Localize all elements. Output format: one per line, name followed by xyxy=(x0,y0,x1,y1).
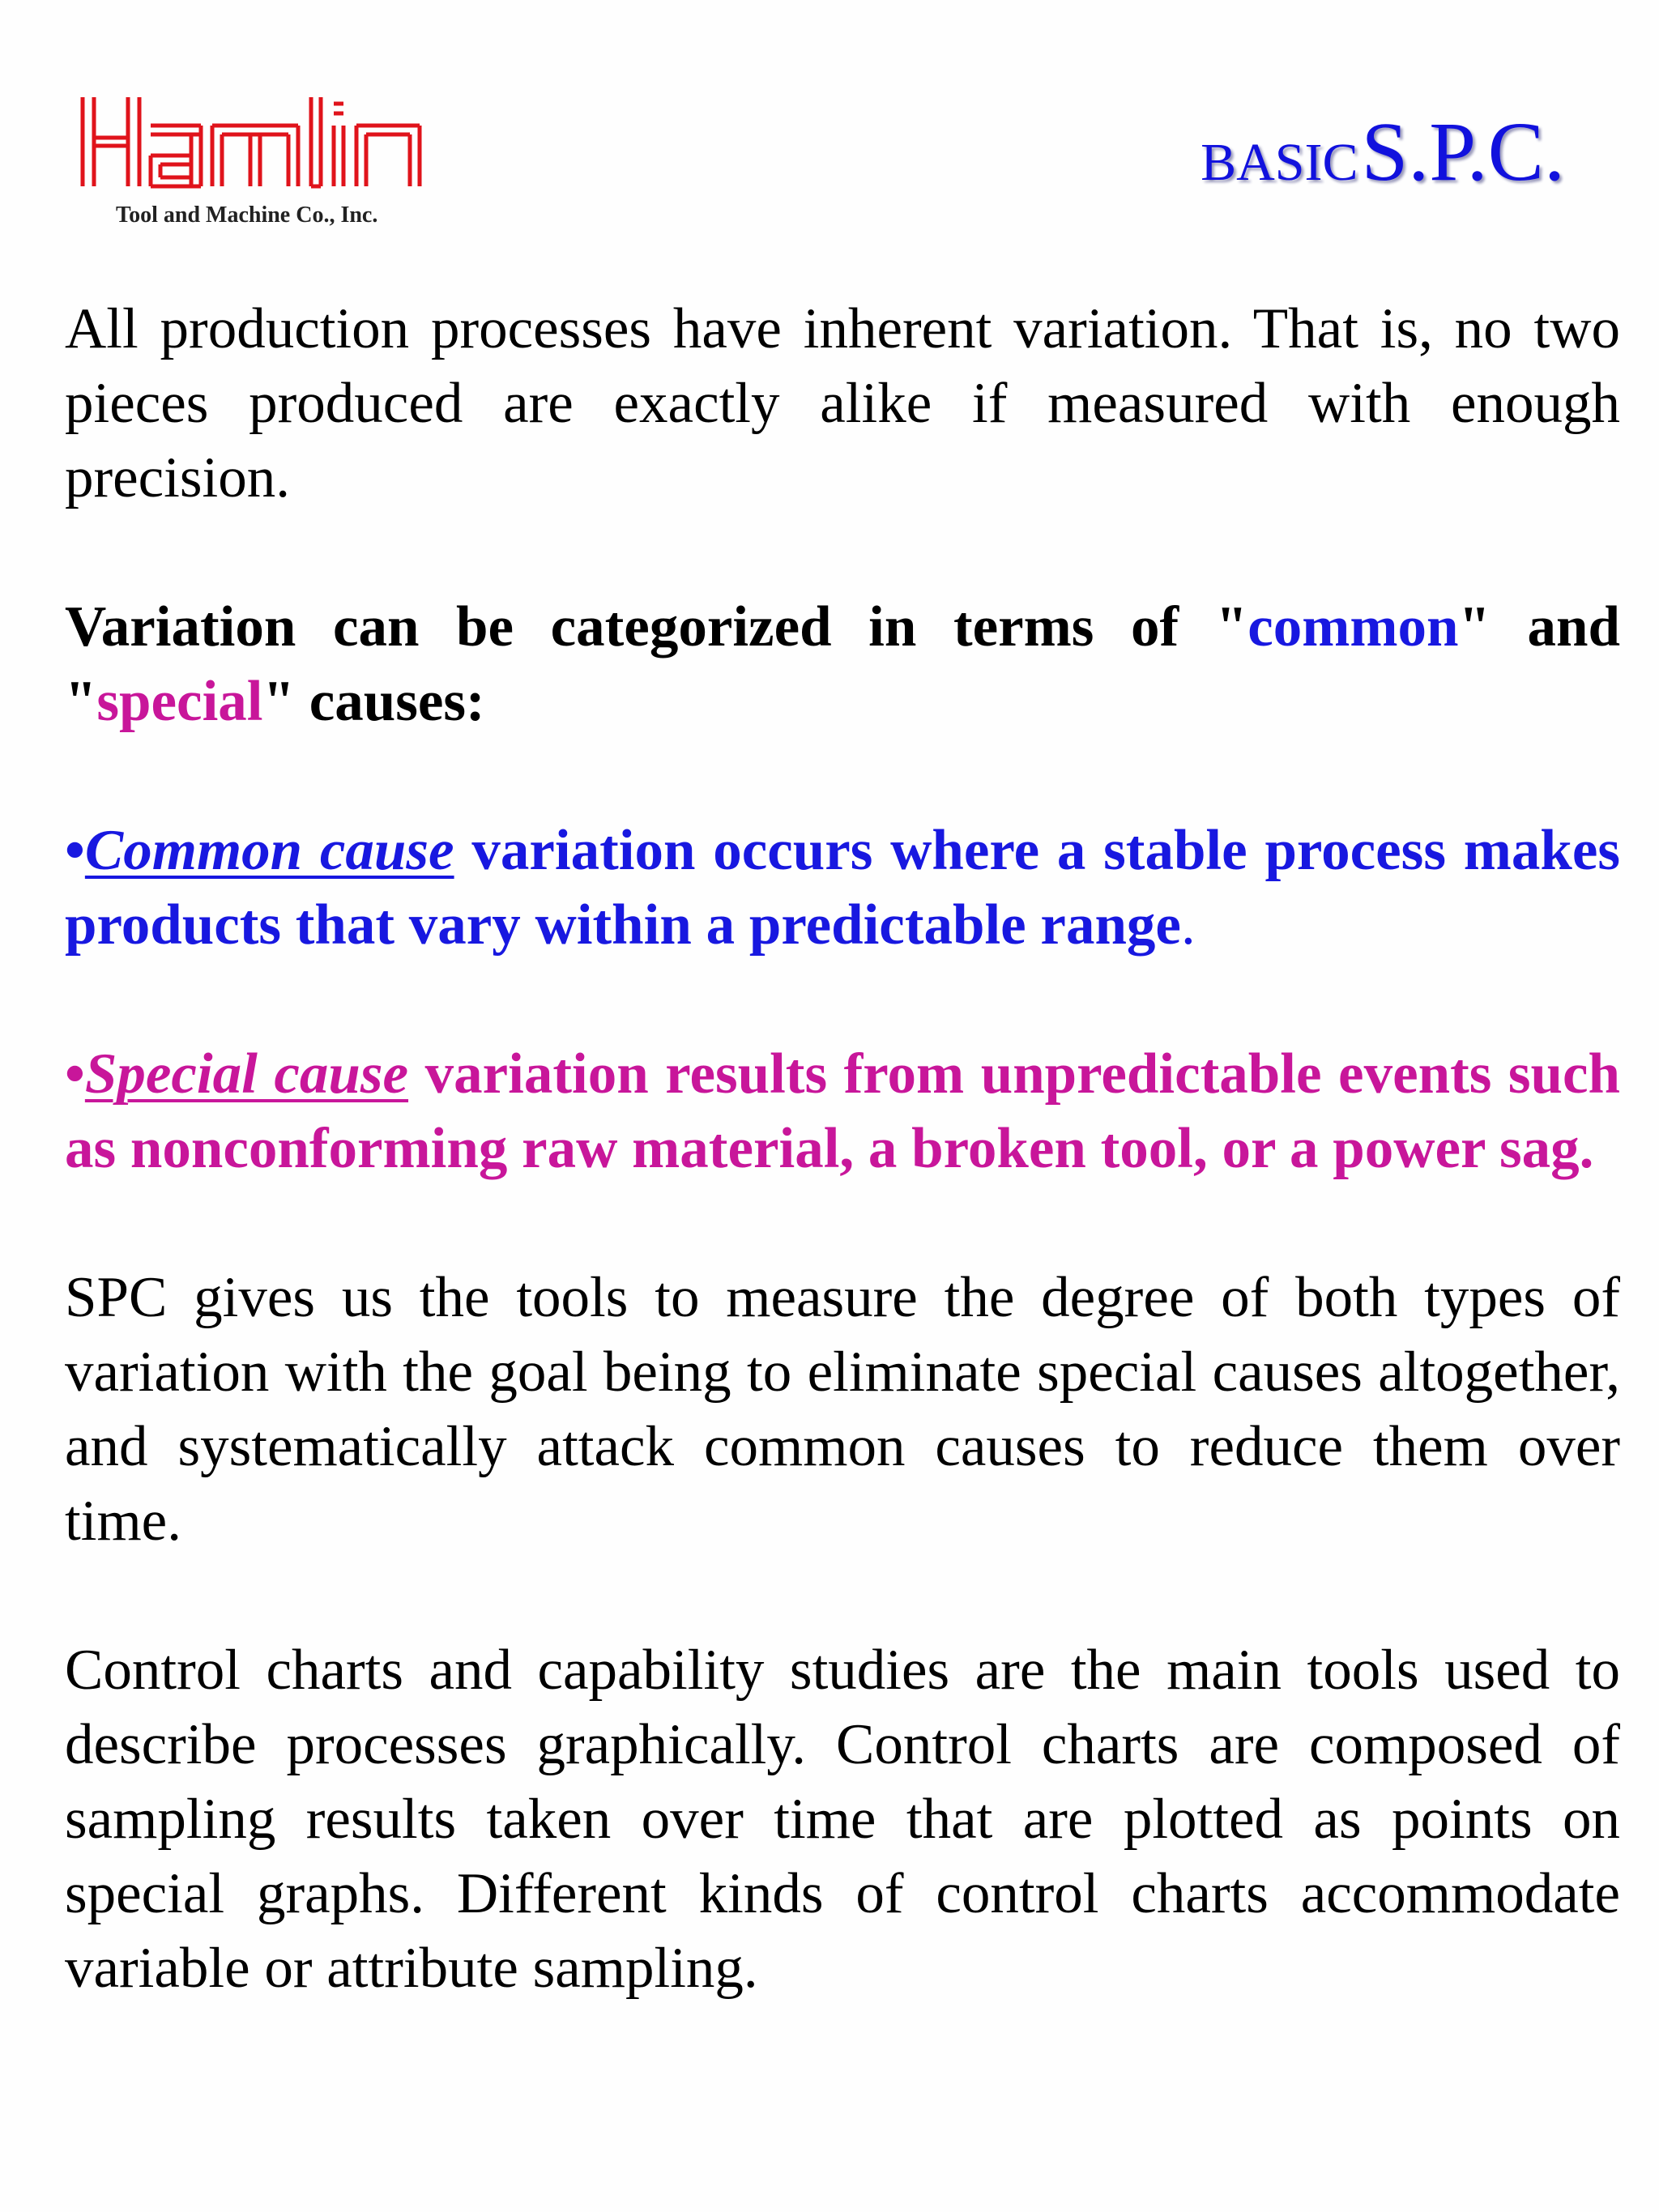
logo-subtitle: Tool and Machine Co., Inc. xyxy=(116,202,378,228)
special-cause-text: variation results from unpredictable events such as nonconforming raw material, a broken tool, or a power sag. xyxy=(65,1042,1621,1180)
common-keyword: common xyxy=(1247,595,1459,658)
bullet-common-cause xyxy=(65,813,1620,962)
spacer xyxy=(65,1186,1620,1260)
bullet-dot-icon: • xyxy=(65,819,85,882)
special-cause-term: Special cause xyxy=(84,1042,409,1106)
spacer xyxy=(65,515,1620,590)
paragraph-control-charts: Control charts and capability studies are the main tools used to describe processes graphically. Control charts are composed of sampling results taken over time that are plotted as points on special graphs. Different kinds of control charts accommodate variable or attribute sampling. xyxy=(65,1639,1620,2000)
categories-text-b: " and " xyxy=(65,595,1620,733)
document-body xyxy=(65,292,1620,2005)
categories-text-a: Variation can be categorized in terms of " xyxy=(65,595,1248,658)
hamlin-wordmark-icon xyxy=(79,81,484,202)
paragraph-intro: All production processes have inherent variation. That is, no two pieces produced are exactly alike if measured with enough precision. xyxy=(65,297,1620,509)
spacer xyxy=(65,962,1620,1037)
page-title xyxy=(1201,104,1565,200)
bullet-special-cause xyxy=(65,1037,1620,1186)
spacer xyxy=(65,1558,1620,1633)
special-keyword: special xyxy=(96,670,263,733)
bullet-dot-icon: • xyxy=(65,1042,85,1106)
spacer xyxy=(65,739,1620,813)
common-cause-term: Common cause xyxy=(84,819,454,882)
title-spc: S.P.C. xyxy=(1361,105,1565,198)
paragraph-spc-tools: SPC gives us the tools to measure the degree of both types of variation with the goal being to eliminate special causes altogether, and systematically attack common causes to reduce them over time. xyxy=(65,1266,1620,1553)
categories-text-c: " causes: xyxy=(262,670,485,733)
common-cause-period: . xyxy=(1180,893,1196,957)
title-basic: BASIC xyxy=(1201,133,1358,192)
header xyxy=(0,0,1659,259)
common-cause-text: variation occurs where a stable process makes products that vary within a predictable range xyxy=(65,819,1620,957)
paragraph-categories xyxy=(65,590,1620,739)
hamlin-logo xyxy=(79,81,484,235)
